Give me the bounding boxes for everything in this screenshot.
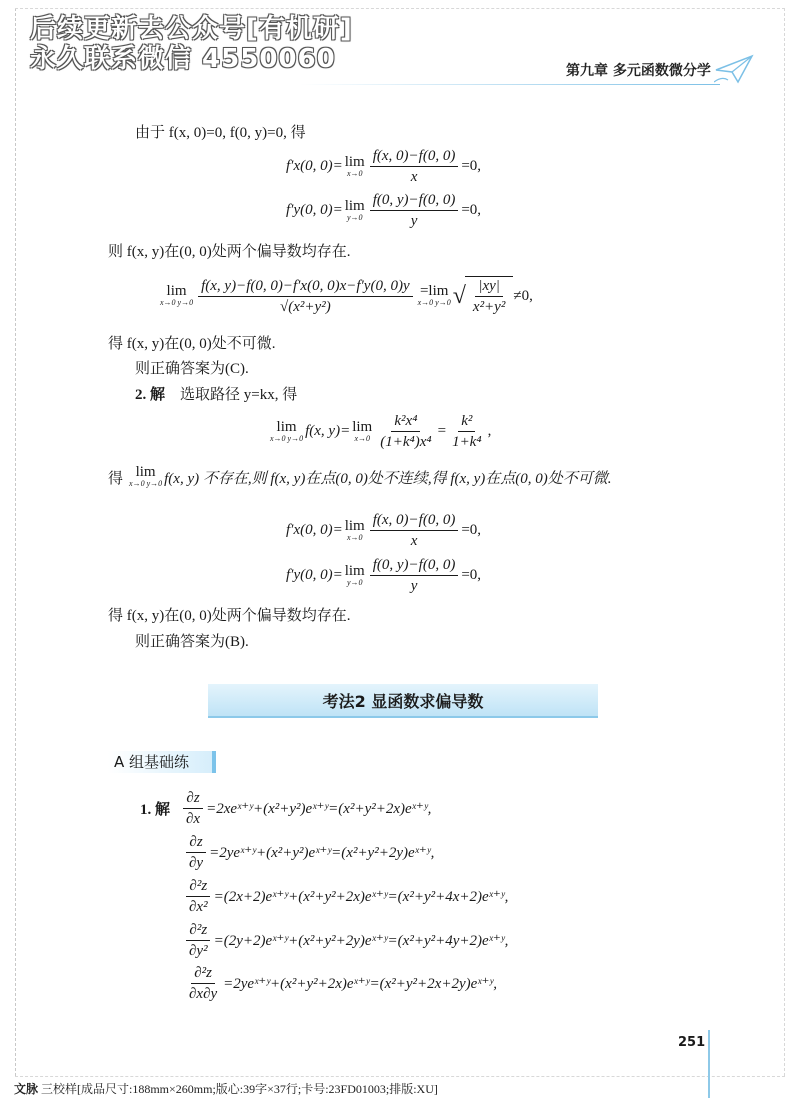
equation-lhs: f′x(0, 0)= <box>286 522 343 538</box>
fraction <box>198 277 413 316</box>
derivative-line-2 <box>183 833 434 872</box>
fraction <box>370 556 459 595</box>
text-prefix: 得 <box>108 470 124 487</box>
radicand <box>465 276 513 316</box>
fraction-denominator: y <box>410 578 418 594</box>
lim-subscript: x→0 <box>346 168 363 178</box>
lim-subscript: y→0 <box>346 577 363 587</box>
frame-bottom <box>15 1076 785 1077</box>
fraction <box>186 877 211 916</box>
limit-operator <box>352 418 373 443</box>
solution-label: 1. 解 <box>140 802 171 818</box>
lim-subscript: x→0 y→0 <box>160 298 194 307</box>
text-line: 得 f(x, y)在(0, 0)处两个偏导数均存在. <box>108 608 351 624</box>
fraction-numerator: f(0, y)−f(0, 0) <box>370 556 459 576</box>
chapter-title: 第九章 多元函数微分学 <box>566 63 711 79</box>
watermark-line-2: 永久联系微信 4550060 <box>30 44 336 74</box>
fraction-denominator: √(x²+y²) <box>280 298 331 315</box>
derivative-rhs: =2xeˣ⁺ʸ+(x²+y²)eˣ⁺ʸ=(x²+y²+2x)eˣ⁺ʸ, <box>206 801 432 817</box>
fraction-denominator: x <box>410 169 418 185</box>
fraction-numerator: k²x⁴ <box>391 412 420 432</box>
fraction-numerator: ∂z <box>183 789 202 809</box>
equation-lhs: f′x(0, 0)= <box>286 158 343 174</box>
fraction <box>370 147 459 186</box>
derivative-line-1 <box>140 789 431 828</box>
lim-word: lim <box>135 464 156 480</box>
equation-rhs: =0, <box>461 202 482 218</box>
limit-operator <box>270 418 304 443</box>
derivative-rhs: =2yeˣ⁺ʸ+(x²+y²+2x)eˣ⁺ʸ=(x²+y²+2x+2y)eˣ⁺ʸ, <box>223 976 497 992</box>
fraction-denominator: x²+y² <box>472 299 506 315</box>
derivative-rhs: =2yeˣ⁺ʸ+(x²+y²)eˣ⁺ʸ=(x²+y²+2y)eˣ⁺ʸ, <box>209 845 435 861</box>
limit-operator <box>344 562 365 587</box>
fraction-denominator: ∂x² <box>189 899 208 915</box>
radical-sign-icon: √ <box>452 283 466 309</box>
equation-fx <box>286 147 481 186</box>
section-header <box>208 684 598 718</box>
equation-differentiability <box>158 276 533 316</box>
fraction-denominator: 1+k⁴ <box>452 434 482 450</box>
square-root <box>453 276 514 316</box>
fraction-numerator: f(x, 0)−f(0, 0) <box>370 511 459 531</box>
fraction <box>470 277 508 316</box>
solution-label: 2. 解 <box>135 387 166 403</box>
page-number: 251 <box>678 1035 706 1050</box>
fraction-denominator: ∂y <box>189 855 204 871</box>
footer-text: 三校样[成品尺寸:188mm×260mm;版心:39字×37行;卡号:23FD01003;排版:XU] <box>41 1082 438 1096</box>
text-line: 由于 f(x, 0)=0, f(0, y)=0, 得 <box>135 125 306 141</box>
lim-subscript: x→0 y→0 <box>270 433 304 443</box>
fraction-numerator: ∂z <box>186 833 205 853</box>
fraction-denominator: y <box>410 213 418 229</box>
limit-operator <box>160 285 193 307</box>
fraction <box>186 921 211 960</box>
lim-subscript: x→0 y→0 <box>417 298 451 307</box>
lim-word: lim <box>344 197 365 214</box>
fraction-numerator: f(x, 0)−f(0, 0) <box>370 147 459 167</box>
lim-subscript: x→0 <box>346 532 363 542</box>
lim-word: lim <box>166 283 187 299</box>
fraction-numerator: f(x, y)−f(0, 0)−f′x(0, 0)x−f′y(0, 0)y <box>198 277 413 297</box>
derivative-rhs: =(2x+2)eˣ⁺ʸ+(x²+y²+2x)eˣ⁺ʸ=(x²+y²+4x+2)eˣ⁺ʸ, <box>213 889 509 905</box>
fraction-denominator: (1+k⁴)x⁴ <box>380 434 432 450</box>
text-line <box>108 466 612 488</box>
derivative-line-3 <box>183 877 508 916</box>
text-line: 则 f(x, y)在(0, 0)处两个偏导数均存在. <box>108 244 351 260</box>
limit-operator <box>344 517 365 542</box>
fraction <box>186 964 220 1003</box>
footer-brand: 文脉 <box>14 1082 39 1096</box>
limit-operator <box>129 466 162 488</box>
fraction <box>183 789 203 828</box>
equation-rhs: , <box>487 423 492 439</box>
equation-rhs: =0, <box>461 158 482 174</box>
fraction <box>377 412 434 451</box>
fraction-numerator: ∂²z <box>186 877 210 897</box>
fraction <box>449 412 485 451</box>
margin-rule <box>708 1030 710 1098</box>
fraction <box>186 833 206 872</box>
text-line: 得 f(x, y)在(0, 0)处不可微. <box>108 336 276 352</box>
fraction-denominator: ∂y² <box>189 943 208 959</box>
fraction <box>370 191 459 230</box>
lim-word: lim <box>352 418 373 435</box>
header-rule <box>300 84 720 85</box>
derivative-line-5 <box>183 964 497 1003</box>
lim-subscript: x→0 <box>354 433 370 443</box>
equation-path-limit <box>268 412 491 451</box>
fraction-numerator: ∂²z <box>186 921 210 941</box>
frame-right <box>784 8 785 1076</box>
lim-subscript: x→0 y→0 <box>129 479 163 488</box>
limit-operator <box>344 153 365 178</box>
text-line <box>135 383 297 404</box>
equation-rhs: ≠0, <box>513 287 533 304</box>
limit-operator <box>418 285 451 307</box>
derivative-rhs: =(2y+2)eˣ⁺ʸ+(x²+y²+2y)eˣ⁺ʸ=(x²+y²+4y+2)eˣ⁺ʸ, <box>213 933 509 949</box>
equation-rhs: =0, <box>461 522 482 538</box>
equation-lhs: f′y(0, 0)= <box>286 567 343 583</box>
lim-word: =lim <box>419 283 449 299</box>
fraction-denominator: x <box>410 533 418 549</box>
fraction-denominator: ∂x∂y <box>189 986 218 1002</box>
lim-subscript: y→0 <box>346 212 363 222</box>
lim-word: lim <box>344 153 365 170</box>
equation-fy-2 <box>286 556 481 595</box>
equation-rhs: =0, <box>461 567 482 583</box>
derivative-line-4 <box>183 921 508 960</box>
watermark-line-1: 后续更新去公众号[有机研] <box>30 14 353 44</box>
fraction-denominator: ∂x <box>186 811 201 827</box>
solution-text: 选取路径 y=kx, 得 <box>180 387 298 403</box>
fraction <box>370 511 459 550</box>
group-label: A 组基础练 <box>108 751 216 773</box>
equation-fy <box>286 191 481 230</box>
fraction-numerator: f(0, y)−f(0, 0) <box>370 191 459 211</box>
paper-plane-icon <box>714 52 754 88</box>
text-line: 则正确答案为(C). <box>135 361 249 377</box>
lim-word: lim <box>276 418 297 435</box>
print-footer <box>14 1080 438 1097</box>
section-title: 考法2 显函数求偏导数 <box>322 691 484 711</box>
equation-fx-2 <box>286 511 481 550</box>
equals-sign: = <box>437 423 447 439</box>
equation-lhs: f′y(0, 0)= <box>286 202 343 218</box>
text-body: f(x, y) 不存在,则 f(x, y)在点(0, 0)处不连续,得 f(x, y)在点(0, 0)处不可微. <box>164 470 612 487</box>
fraction-numerator: k² <box>458 412 475 432</box>
text-line: 则正确答案为(B). <box>135 634 249 650</box>
limit-operator <box>344 197 365 222</box>
lim-word: lim <box>344 517 365 534</box>
frame-left <box>15 8 16 1076</box>
lim-word: lim <box>344 562 365 579</box>
fraction-numerator: |xy| <box>475 277 503 297</box>
fraction-numerator: ∂²z <box>191 964 215 984</box>
equation-lhs: f(x, y)= <box>305 423 351 439</box>
